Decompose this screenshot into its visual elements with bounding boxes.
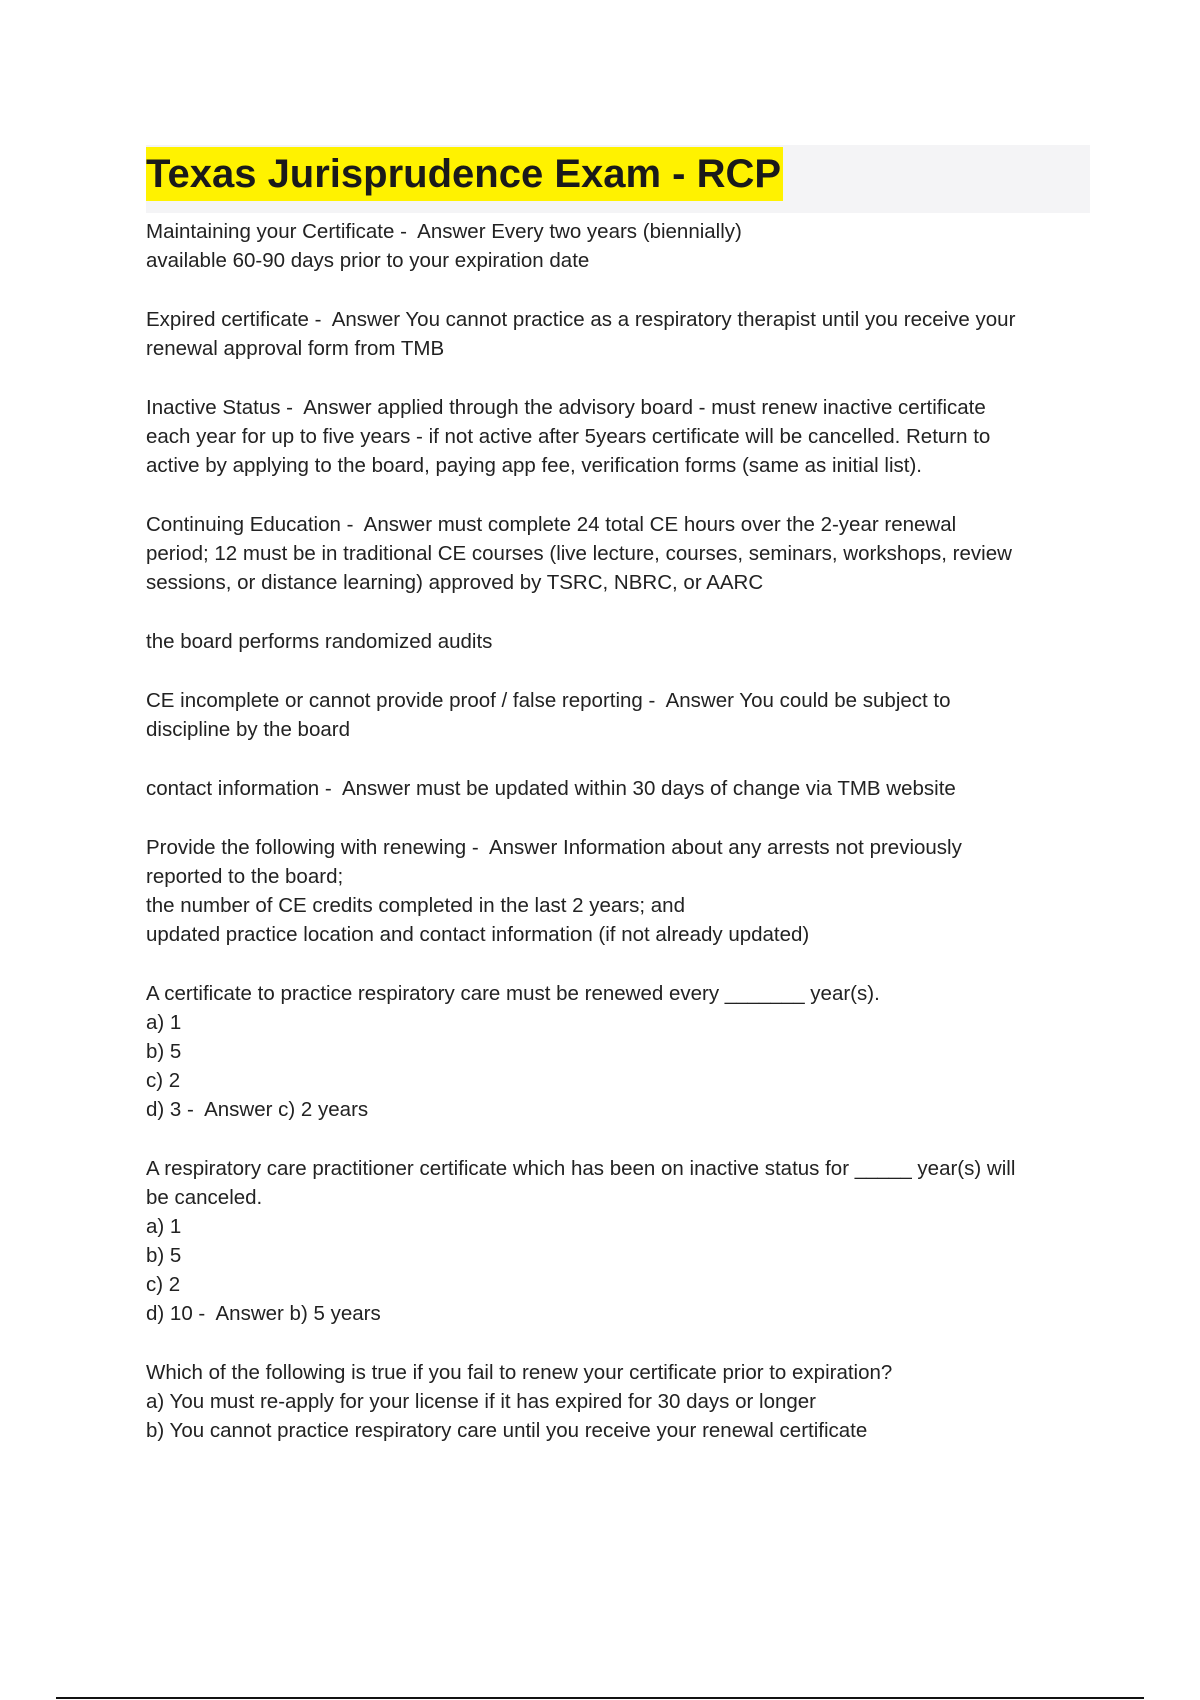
qa-entry	[146, 1154, 1090, 1328]
entry-line: A respiratory care practitioner certificate which has been on inactive status for _____ year(s) will	[146, 1157, 1016, 1180]
entry-line: renewal approval form from TMB	[146, 337, 445, 360]
entry-line: CE incomplete or cannot provide proof / false reporting - Answer You could be subject to	[146, 689, 951, 712]
qa-entry	[146, 774, 1090, 803]
entry-line: b) You cannot practice respiratory care until you receive your renewal certificate	[146, 1419, 868, 1442]
qa-entry	[146, 217, 1090, 275]
entry-line: c) 2	[146, 1069, 181, 1092]
entry-line: c) 2	[146, 1273, 181, 1296]
entry-line: available 60-90 days prior to your expiration date	[146, 249, 590, 272]
qa-entry	[146, 979, 1090, 1124]
document-title: Texas Jurisprudence Exam - RCP	[146, 147, 783, 201]
entry-line: Maintaining your Certificate - Answer Every two years (biennially)	[146, 220, 742, 243]
footer-divider	[56, 1697, 1144, 1699]
qa-entry	[146, 627, 1090, 656]
entry-line: d) 3 - Answer c) 2 years	[146, 1098, 369, 1121]
entry-line: the number of CE credits completed in the last 2 years; and	[146, 894, 685, 917]
entry-line: sessions, or distance learning) approved by TSRC, NBRC, or AARC	[146, 571, 764, 594]
entry-line: Expired certificate - Answer You cannot practice as a respiratory therapist until you receive your	[146, 308, 1016, 331]
document-page	[146, 145, 1090, 1475]
entry-line: period; 12 must be in traditional CE courses (live lecture, courses, seminars, workshops, review	[146, 542, 1012, 565]
qa-entry	[146, 393, 1090, 480]
entry-line: a) 1	[146, 1215, 182, 1238]
entry-line: Continuing Education - Answer must complete 24 total CE hours over the 2-year renewal	[146, 513, 957, 536]
qa-entry	[146, 833, 1090, 949]
entry-line: contact information - Answer must be updated within 30 days of change via TMB website	[146, 777, 956, 800]
entry-line: the board performs randomized audits	[146, 630, 493, 653]
entry-line: be canceled.	[146, 1186, 263, 1209]
entry-line: Which of the following is true if you fail to renew your certificate prior to expiration?	[146, 1361, 893, 1384]
entry-line: a) 1	[146, 1011, 182, 1034]
entry-line: b) 5	[146, 1244, 182, 1267]
entry-line: discipline by the board	[146, 718, 350, 741]
qa-entries	[146, 217, 1090, 1445]
qa-entry	[146, 1358, 1090, 1445]
qa-entry	[146, 510, 1090, 597]
entry-line: b) 5	[146, 1040, 182, 1063]
qa-entry	[146, 305, 1090, 363]
entry-line: a) You must re-apply for your license if it has expired for 30 days or longer	[146, 1390, 817, 1413]
entry-line: Provide the following with renewing - Answer Information about any arrests not previously	[146, 836, 962, 859]
title-bar	[146, 145, 1090, 213]
entry-line: active by applying to the board, paying app fee, verification forms (same as initial list).	[146, 454, 922, 477]
entry-line: d) 10 - Answer b) 5 years	[146, 1302, 381, 1325]
qa-entry	[146, 686, 1090, 744]
entry-line: A certificate to practice respiratory care must be renewed every _______ year(s).	[146, 982, 880, 1005]
entry-line: each year for up to five years - if not active after 5years certificate will be cancelled. Return to	[146, 425, 991, 448]
entry-line: updated practice location and contact information (if not already updated)	[146, 923, 810, 946]
entry-line: Inactive Status - Answer applied through the advisory board - must renew inactive certificate	[146, 396, 986, 419]
entry-line: reported to the board;	[146, 865, 344, 888]
